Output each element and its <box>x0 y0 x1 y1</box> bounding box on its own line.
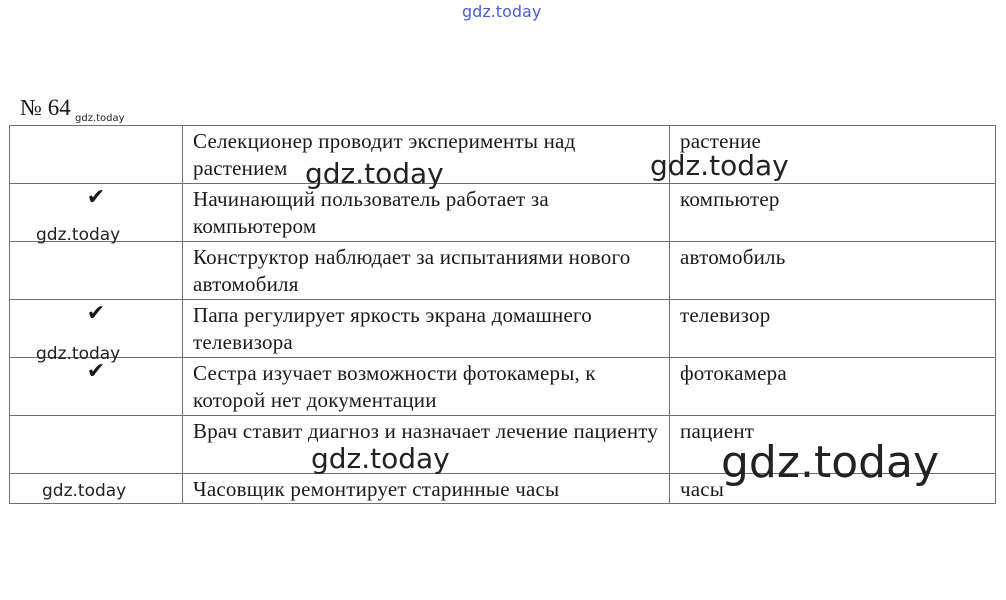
action-text: Селекционер проводит эксперименты над растением <box>193 129 576 180</box>
action-text: Врач ставит диагноз и назначает лечение пациенту <box>193 419 659 443</box>
action-text: Начинающий пользователь работает за компьютером <box>193 187 549 238</box>
table-row <box>10 300 996 358</box>
watermark-mid-2: gdz.today <box>650 149 789 182</box>
watermark-left-3: gdz.today <box>42 481 127 501</box>
checkmark-icon: ✔ <box>86 185 106 210</box>
action-cell <box>183 474 670 504</box>
action-cell <box>183 184 670 242</box>
object-text: растение <box>680 129 762 153</box>
watermark-left-2: gdz.today <box>36 344 121 364</box>
object-text: телевизор <box>680 303 771 327</box>
action-cell <box>183 242 670 300</box>
checkmark-icon: ✔ <box>86 301 106 326</box>
object-text: автомобиль <box>680 245 786 269</box>
table-row <box>10 358 996 416</box>
action-text: Сестра изучает возможности фотокамеры, к которой нет документации <box>193 361 596 412</box>
problem-number: № 64 <box>20 95 71 120</box>
object-cell <box>670 184 996 242</box>
watermark-number: gdz.today <box>75 113 125 124</box>
watermark-left-1: gdz.today <box>36 225 121 245</box>
action-text: Папа регулирует яркость экрана домашнего телевизора <box>193 303 593 354</box>
object-text: пациент <box>680 419 755 443</box>
watermark-mid-3: gdz.today <box>311 442 450 475</box>
action-cell <box>183 358 670 416</box>
watermark-big: gdz.today <box>721 437 940 488</box>
watermark-mid-1: gdz.today <box>305 157 444 190</box>
mark-cell <box>10 242 183 300</box>
action-cell <box>183 300 670 358</box>
action-text: Часовщик ремонтирует старинные часы <box>193 477 560 501</box>
checkmark-icon: ✔ <box>86 359 106 384</box>
action-text: Конструктор наблюдает за испытаниями нового автомобиля <box>193 245 631 296</box>
object-text: часы <box>680 477 725 501</box>
object-cell <box>670 242 996 300</box>
object-text: фотокамера <box>680 361 787 385</box>
object-cell <box>670 358 996 416</box>
mark-cell <box>10 416 183 474</box>
mark-cell <box>10 358 183 416</box>
mark-cell <box>10 126 183 184</box>
table-row <box>10 184 996 242</box>
watermark-top: gdz.today <box>462 2 542 21</box>
table-row <box>10 242 996 300</box>
object-text: компьютер <box>680 187 780 211</box>
object-cell <box>670 300 996 358</box>
table-row <box>10 126 996 184</box>
